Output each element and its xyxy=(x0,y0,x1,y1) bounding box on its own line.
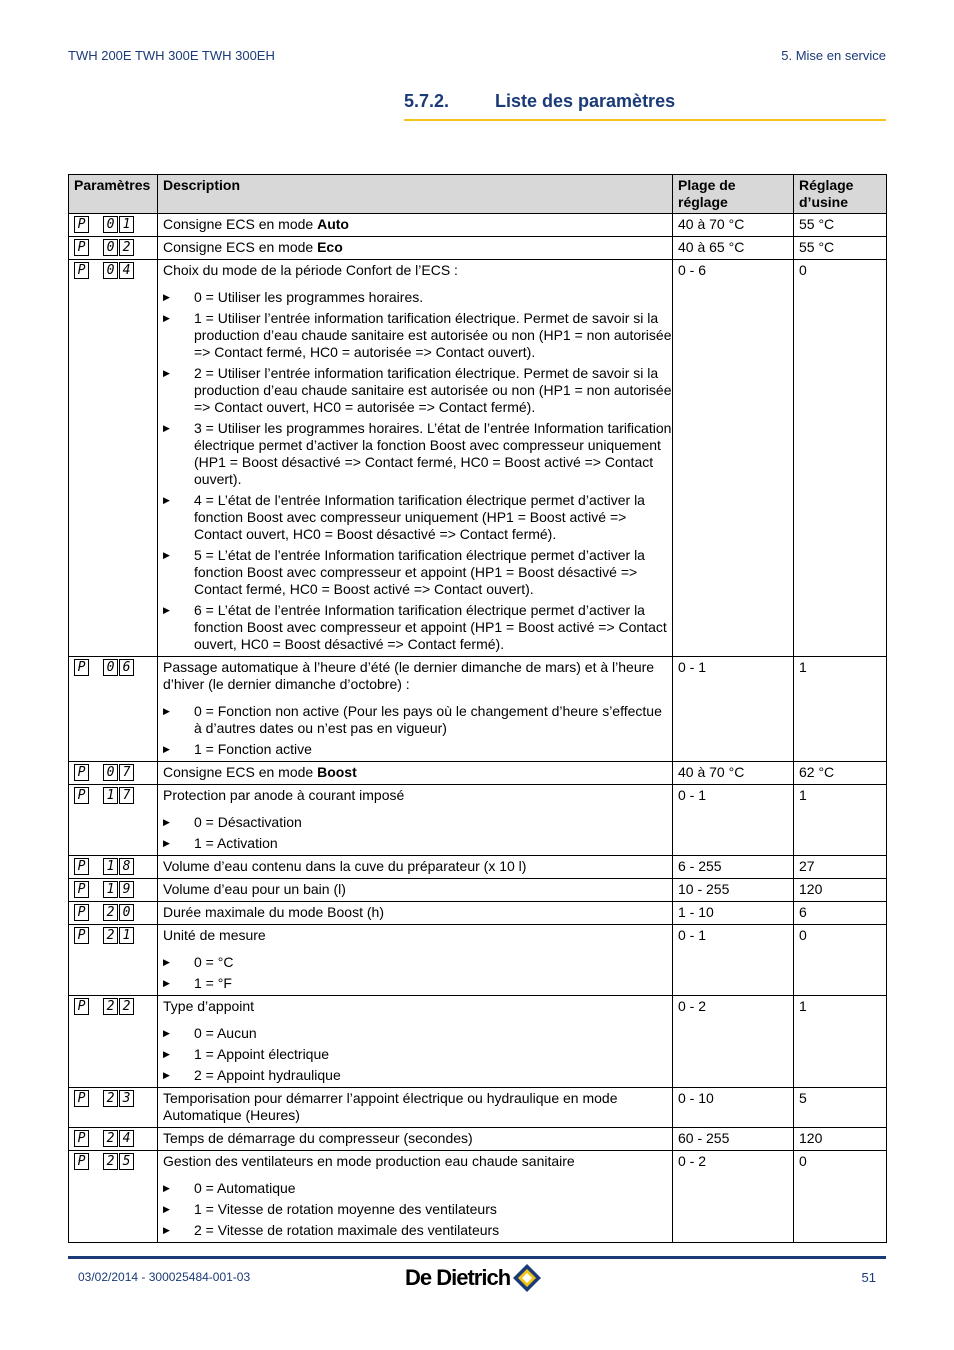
table-row xyxy=(69,762,887,785)
triangle-right-icon: ▶ xyxy=(163,978,170,988)
parameter-description xyxy=(158,214,673,237)
lcd-character: P xyxy=(74,904,89,921)
triangle-right-icon: ▶ xyxy=(163,1204,170,1214)
parameter-code xyxy=(69,785,158,856)
list-item xyxy=(163,420,672,488)
description-text: Volume d’eau pour un bain (l) xyxy=(163,881,346,897)
description-text: Protection par anode à courant imposé xyxy=(163,787,405,803)
list-item xyxy=(163,492,672,543)
list-item xyxy=(163,547,672,598)
parameter-range: 6 - 255 xyxy=(673,856,794,879)
parameter-range: 0 - 1 xyxy=(673,657,794,762)
description-text: Consigne ECS en mode xyxy=(163,239,318,255)
parameter-range: 0 - 2 xyxy=(673,996,794,1088)
header-default: Réglage d’usine xyxy=(794,175,887,214)
lcd-character: P xyxy=(74,239,89,256)
parameter-code xyxy=(69,237,158,260)
list-item xyxy=(163,1222,672,1239)
lcd-character: 0 xyxy=(103,262,118,279)
list-item xyxy=(163,1067,672,1084)
parameter-description xyxy=(158,925,673,996)
footer-date-reference: 03/02/2014 - 300025484-001-03 xyxy=(78,1270,251,1284)
lcd-character: 0 xyxy=(119,904,134,921)
parameter-range: 0 - 6 xyxy=(673,260,794,657)
triangle-right-icon: ▶ xyxy=(163,817,170,827)
lcd-spacer xyxy=(89,1153,103,1168)
parameter-range: 0 - 1 xyxy=(673,785,794,856)
parameter-description xyxy=(158,762,673,785)
option-list xyxy=(163,814,672,852)
description-mode-name: Boost xyxy=(317,764,357,780)
lcd-code-display xyxy=(74,764,152,781)
parameter-description xyxy=(158,237,673,260)
lcd-spacer xyxy=(89,764,103,779)
lcd-character: 5 xyxy=(119,1153,134,1170)
list-item-text: 1 = Vitesse de rotation moyenne des ventilateurs xyxy=(194,1201,497,1217)
triangle-right-icon: ▶ xyxy=(163,957,170,967)
triangle-right-icon: ▶ xyxy=(163,1225,170,1235)
parameter-default: 0 xyxy=(794,925,887,996)
parameter-description xyxy=(158,1128,673,1151)
option-list xyxy=(163,703,672,758)
parameter-code xyxy=(69,762,158,785)
parameter-code xyxy=(69,1151,158,1243)
list-item-text: 1 = Appoint électrique xyxy=(194,1046,330,1062)
list-item-text: 6 = L’état de l’entrée Information tarification électrique permet d’activer la fonction Boost avec compresseur et appoint (HP1 = Boost activé => Contact ouvert, HC0 = Boost désactivé => Contact fermé). xyxy=(194,602,667,652)
parameter-code xyxy=(69,879,158,902)
lcd-code-display xyxy=(74,659,152,676)
parameter-range: 0 - 1 xyxy=(673,925,794,996)
header-description: Description xyxy=(158,175,673,214)
triangle-right-icon: ▶ xyxy=(163,744,170,754)
list-item-text: 1 = Utiliser l’entrée information tarification électrique. Permet de savoir si la production d’eau chaude sanitaire est autorisée ou non (HP1 = non autorisée => Contact fermé, HC0 = autorisée => Contact ouvert). xyxy=(194,310,672,360)
triangle-right-icon: ▶ xyxy=(163,292,170,302)
parameter-description xyxy=(158,902,673,925)
lcd-character: 8 xyxy=(119,858,134,875)
lcd-character: 1 xyxy=(119,216,134,233)
list-item xyxy=(163,703,672,737)
lcd-code-display xyxy=(74,904,152,921)
list-item xyxy=(163,814,672,831)
lcd-code-display xyxy=(74,239,152,256)
description-text: Consigne ECS en mode xyxy=(163,764,318,780)
description-text: Durée maximale du mode Boost (h) xyxy=(163,904,384,920)
lcd-character: 2 xyxy=(103,927,118,944)
triangle-right-icon: ▶ xyxy=(163,550,170,560)
lcd-spacer xyxy=(89,659,103,674)
lcd-character: 3 xyxy=(119,1090,134,1107)
list-item-text: 0 = °C xyxy=(194,954,234,970)
lcd-code-display xyxy=(74,787,152,804)
parameter-default: 55 °C xyxy=(794,214,887,237)
lcd-character: 2 xyxy=(103,998,118,1015)
parameter-default: 0 xyxy=(794,260,887,657)
lcd-character: P xyxy=(74,998,89,1015)
header-range: Plage de réglage xyxy=(673,175,794,214)
lcd-character: 2 xyxy=(103,1090,118,1107)
lcd-character: 1 xyxy=(119,927,134,944)
list-item-text: 0 = Fonction non active (Pour les pays où le changement d’heure s’effectue à d’autres dates ou n’est pas en vigueur) xyxy=(194,703,662,736)
parameter-default: 120 xyxy=(794,1128,887,1151)
parameter-default: 55 °C xyxy=(794,237,887,260)
parameter-code xyxy=(69,902,158,925)
parameter-range: 0 - 10 xyxy=(673,1088,794,1128)
brand-logo xyxy=(405,1261,542,1295)
parameter-default: 1 xyxy=(794,996,887,1088)
lcd-character: P xyxy=(74,1130,89,1147)
header-parameters: Paramètres xyxy=(69,175,158,214)
parameter-default: 120 xyxy=(794,879,887,902)
triangle-right-icon: ▶ xyxy=(163,423,170,433)
parameter-code xyxy=(69,1088,158,1128)
chapter-title: 5. Mise en service xyxy=(781,48,886,63)
table-row xyxy=(69,879,887,902)
lcd-code-display xyxy=(74,262,152,279)
lcd-character: 2 xyxy=(103,1130,118,1147)
lcd-character: 1 xyxy=(103,881,118,898)
lcd-code-display xyxy=(74,998,152,1015)
triangle-right-icon: ▶ xyxy=(163,1183,170,1193)
lcd-character: 2 xyxy=(103,1153,118,1170)
triangle-right-icon: ▶ xyxy=(163,368,170,378)
parameter-code xyxy=(69,260,158,657)
lcd-spacer xyxy=(89,787,103,802)
lcd-character: 2 xyxy=(119,239,134,256)
table-row xyxy=(69,902,887,925)
parameter-default: 1 xyxy=(794,785,887,856)
list-item-text: 0 = Utiliser les programmes horaires. xyxy=(194,289,424,305)
lcd-character: P xyxy=(74,858,89,875)
table-row xyxy=(69,1128,887,1151)
triangle-right-icon: ▶ xyxy=(163,1028,170,1038)
triangle-right-icon: ▶ xyxy=(163,605,170,615)
lcd-character: 7 xyxy=(119,764,134,781)
list-item xyxy=(163,954,672,971)
table-row xyxy=(69,1151,887,1243)
lcd-character: P xyxy=(74,881,89,898)
triangle-right-icon: ▶ xyxy=(163,1049,170,1059)
table-row xyxy=(69,785,887,856)
section-title: Liste des paramètres xyxy=(495,91,676,111)
parameter-code xyxy=(69,657,158,762)
table-row xyxy=(69,657,887,762)
parameter-description xyxy=(158,1151,673,1243)
list-item-text: 0 = Aucun xyxy=(194,1025,257,1041)
parameter-description xyxy=(158,785,673,856)
parameter-description xyxy=(158,260,673,657)
description-text: Unité de mesure xyxy=(163,927,266,943)
option-list xyxy=(163,1180,672,1239)
lcd-spacer xyxy=(89,216,103,231)
list-item xyxy=(163,741,672,758)
lcd-character: 9 xyxy=(119,881,134,898)
parameter-default: 6 xyxy=(794,902,887,925)
table-row xyxy=(69,996,887,1088)
lcd-character: 0 xyxy=(103,239,118,256)
list-item-text: 2 = Utiliser l’entrée information tarification électrique. Permet de savoir si la production d’eau chaude sanitaire est autorisée ou non (HP1 = non autorisée => Contact ouvert, HC0 = autorisée => Contact fermé). xyxy=(194,365,672,415)
lcd-character: P xyxy=(74,262,89,279)
list-item xyxy=(163,1201,672,1218)
description-text: Type d’appoint xyxy=(163,998,255,1014)
triangle-right-icon: ▶ xyxy=(163,1070,170,1080)
lcd-character: 2 xyxy=(103,904,118,921)
description-mode-name: Eco xyxy=(317,239,343,255)
option-list xyxy=(163,954,672,992)
description-text: Consigne ECS en mode xyxy=(163,216,318,232)
parameter-default: 62 °C xyxy=(794,762,887,785)
parameters-table xyxy=(68,174,887,1243)
list-item xyxy=(163,310,672,361)
lcd-character: P xyxy=(74,216,89,233)
footer-divider xyxy=(68,1256,886,1259)
lcd-character: P xyxy=(74,927,89,944)
table-row xyxy=(69,214,887,237)
table-row xyxy=(69,1088,887,1128)
list-item-text: 1 = Activation xyxy=(194,835,278,851)
list-item-text: 1 = Fonction active xyxy=(194,741,312,757)
parameter-code xyxy=(69,925,158,996)
list-item-text: 0 = Automatique xyxy=(194,1180,296,1196)
lcd-spacer xyxy=(89,904,103,919)
lcd-spacer xyxy=(89,998,103,1013)
lcd-character: 2 xyxy=(119,998,134,1015)
list-item xyxy=(163,602,672,653)
parameter-description xyxy=(158,856,673,879)
lcd-spacer xyxy=(89,1130,103,1145)
description-text: Gestion des ventilateurs en mode production eau chaude sanitaire xyxy=(163,1153,575,1169)
description-text: Temps de démarrage du compresseur (secondes) xyxy=(163,1130,473,1146)
parameter-range: 40 à 65 °C xyxy=(673,237,794,260)
list-item xyxy=(163,289,672,306)
list-item-text: 4 = L’état de l’entrée Information tarification électrique permet d’activer la fonction Boost avec compresseur uniquement (HP1 = Boost activé => Contact ouvert, HC0 = Boost désactivé => Contact fermé). xyxy=(194,492,645,542)
lcd-character: 7 xyxy=(119,787,134,804)
lcd-spacer xyxy=(89,239,103,254)
brand-name: De Dietrich xyxy=(405,1265,511,1290)
lcd-code-display xyxy=(74,858,152,875)
lcd-character: P xyxy=(74,659,89,676)
description-text: Passage automatique à l’heure d’été (le dernier dimanche de mars) et à l’heure d’hiver (le dernier dimanche d’octobre) : xyxy=(163,659,655,692)
lcd-character: 1 xyxy=(103,787,118,804)
list-item-text: 2 = Appoint hydraulique xyxy=(194,1067,341,1083)
lcd-spacer xyxy=(89,927,103,942)
parameter-description xyxy=(158,657,673,762)
lcd-spacer xyxy=(89,858,103,873)
section-heading xyxy=(404,91,886,121)
list-item-text: 0 = Désactivation xyxy=(194,814,302,830)
lcd-spacer xyxy=(89,1090,103,1105)
parameter-range: 10 - 255 xyxy=(673,879,794,902)
lcd-spacer xyxy=(89,881,103,896)
table-row xyxy=(69,925,887,996)
lcd-code-display xyxy=(74,881,152,898)
lcd-character: 1 xyxy=(103,858,118,875)
lcd-character: P xyxy=(74,1153,89,1170)
lcd-code-display xyxy=(74,1090,152,1107)
parameter-code xyxy=(69,856,158,879)
parameter-range: 1 - 10 xyxy=(673,902,794,925)
lcd-character: 6 xyxy=(119,659,134,676)
table-row xyxy=(69,237,887,260)
option-list xyxy=(163,289,672,653)
parameter-range: 40 à 70 °C xyxy=(673,762,794,785)
parameter-description xyxy=(158,996,673,1088)
section-number: 5.7.2. xyxy=(404,91,450,111)
lcd-character: 0 xyxy=(103,216,118,233)
parameter-range: 0 - 2 xyxy=(673,1151,794,1243)
parameter-default: 27 xyxy=(794,856,887,879)
parameter-range: 60 - 255 xyxy=(673,1128,794,1151)
list-item xyxy=(163,1180,672,1197)
triangle-right-icon: ▶ xyxy=(163,313,170,323)
lcd-character: 0 xyxy=(103,659,118,676)
description-mode-name: Auto xyxy=(317,216,349,232)
list-item xyxy=(163,1046,672,1063)
lcd-code-display xyxy=(74,927,152,944)
parameter-code xyxy=(69,214,158,237)
list-item xyxy=(163,1025,672,1042)
list-item-text: 3 = Utiliser les programmes horaires. L’état de l’entrée Information tarification électrique permet d’activer la fonction Boost avec compresseur uniquement (HP1 = Boost désactivé => Contact fermé, HC0 = Boost activé => Contact ouvert). xyxy=(194,420,672,487)
lcd-code-display xyxy=(74,216,152,233)
parameter-default: 1 xyxy=(794,657,887,762)
parameter-range: 40 à 70 °C xyxy=(673,214,794,237)
lcd-character: 4 xyxy=(119,262,134,279)
parameter-code xyxy=(69,996,158,1088)
description-text: Choix du mode de la période Confort de l’ECS : xyxy=(163,262,458,278)
parameter-default: 0 xyxy=(794,1151,887,1243)
parameter-description xyxy=(158,879,673,902)
triangle-right-icon: ▶ xyxy=(163,706,170,716)
table-row xyxy=(69,260,887,657)
triangle-right-icon: ▶ xyxy=(163,838,170,848)
lcd-code-display xyxy=(74,1130,152,1147)
option-list xyxy=(163,1025,672,1084)
description-text: Volume d’eau contenu dans la cuve du préparateur (x 10 l) xyxy=(163,858,527,874)
list-item xyxy=(163,835,672,852)
list-item xyxy=(163,365,672,416)
lcd-code-display xyxy=(74,1153,152,1170)
lcd-character: 4 xyxy=(119,1130,134,1147)
description-text: Temporisation pour démarrer l’appoint électrique ou hydraulique en mode Automatique (Heures) xyxy=(163,1090,618,1123)
document-model-title: TWH 200E TWH 300E TWH 300EH xyxy=(68,48,275,63)
lcd-spacer xyxy=(89,262,103,277)
parameter-default: 5 xyxy=(794,1088,887,1128)
triangle-right-icon: ▶ xyxy=(163,495,170,505)
table-header-row xyxy=(69,175,887,214)
parameter-description xyxy=(158,1088,673,1128)
page-number: 51 xyxy=(861,1270,876,1285)
list-item-text: 2 = Vitesse de rotation maximale des ventilateurs xyxy=(194,1222,500,1238)
table-row xyxy=(69,856,887,879)
de-dietrich-diamond-icon xyxy=(512,1263,542,1293)
list-item xyxy=(163,975,672,992)
list-item-text: 5 = L’état de l’entrée Information tarification électrique permet d’activer la fonction Boost avec compresseur et appoint (HP1 = Boost désactivé => Contact fermé, HC0 = Boost activé => Contact ouvert). xyxy=(194,547,645,597)
lcd-character: P xyxy=(74,764,89,781)
lcd-character: 0 xyxy=(103,764,118,781)
parameter-code xyxy=(69,1128,158,1151)
list-item-text: 1 = °F xyxy=(194,975,232,991)
lcd-character: P xyxy=(74,1090,89,1107)
lcd-character: P xyxy=(74,787,89,804)
